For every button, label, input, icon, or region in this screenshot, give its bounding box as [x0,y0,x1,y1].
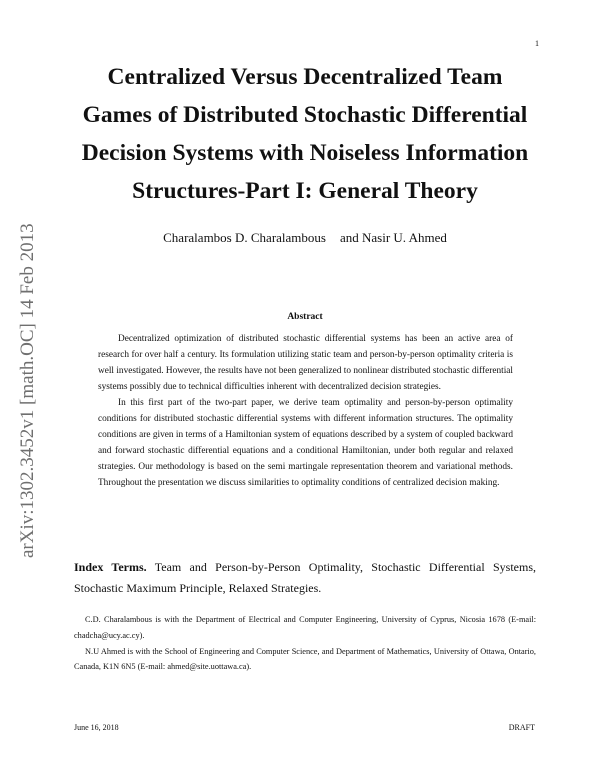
author-2: and Nasir U. Ahmed [339,230,447,245]
abstract-paragraph: In this first part of the two-part paper, we derive team optimality and person-by-person optimality conditions for distributed stochastic differential systems with different information structures. The optimality conditions are given in terms of a Hamiltonian system of equations described by a system of coupled backward and forward stochastic differential equations and a conditional Hamiltonian, under both regular and relaxed strategies. Our methodology is based on the semi martingale representation theorem and variational methods. Throughout the presentation we discuss similarities to optimality conditions of centralized decision making. [98,398,513,488]
index-terms [74,557,536,599]
footer-date: June 16, 2018 [74,723,119,732]
page-number: 1 [535,39,539,48]
title-line: Structures-Part I: General Theory [132,178,478,204]
footnote: C.D. Charalambous is with the Department of Electrical and Computer Engineering, University of Cyprus, Nicosia 1678 (E-mail: chadcha@ucy.ac.cy). [74,615,536,640]
authors [60,230,550,246]
footnote: N.U Ahmed is with the School of Engineering and Computer Science, and Department of Mathematics, University of Ottawa, Ontario, Canada, K1N 6N5 (E-mail: ahmed@site.uottawa.ca). [74,646,536,672]
paper-title [60,58,550,210]
footer-draft-label: DRAFT [508,723,535,732]
title-line: Decision Systems with Noiseless Information [81,140,529,166]
arxiv-side-identifier: arXiv:1302.3452v1 [math.OC] 14 Feb 2013 [17,223,38,558]
abstract-heading: Abstract [287,312,323,322]
author-1: Charalambos D. Charalambous [163,230,326,245]
footnotes [74,612,536,675]
abstract-paragraph: Decentralized optimization of distributed stochastic differential systems has been an active area of research for over half a century. Its formulation utilizing static team and person-by-person optimality criteria is well investigated. However, the results have not been generalized to nonlinear distributed stochastic differential systems possibly due to technical difficulties inherent with decentralized decision strategies. [98,334,513,392]
index-terms-text: Team and Person-by-Person Optimality, Stochastic Differential Systems, Stochastic Maximum Principle, Relaxed Strategies. [74,560,536,595]
title-line: Centralized Versus Decentralized Team [107,64,503,90]
abstract-body [98,331,513,491]
title-line: Games of Distributed Stochastic Differential [82,102,528,128]
index-terms-label: Index Terms. [74,560,147,574]
